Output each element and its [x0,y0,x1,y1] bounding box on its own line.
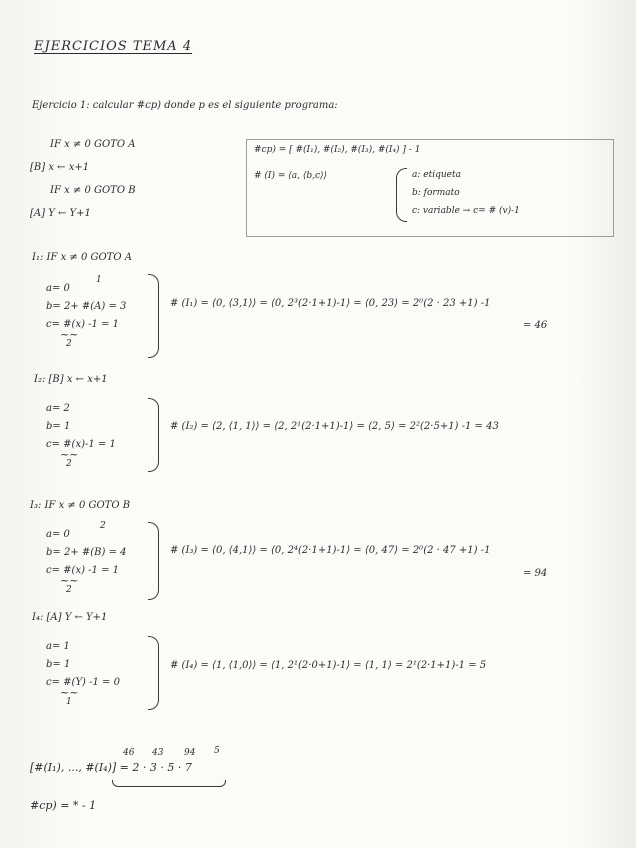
i4-c-under: 1 [66,697,72,707]
program-line-4: [A] Y ← Y+1 [30,208,91,219]
program-line-1: IF x ≠ 0 GOTO A [50,139,136,150]
box-label-b: b: formato [412,188,460,198]
i3-result: = 94 [523,568,548,579]
i3-c: c= #(x) -1 = 1 [46,565,119,576]
i2-c-under: 2 [66,459,72,469]
i1-b: b= 2+ #(A) = 3 [46,301,127,312]
i1-equation: # (I₁) = ⟨0, ⟨3,1⟩⟩ = ⟨0, 2³(2·1+1)-1⟩ = ⟨0, 23⟩ = 2⁰(2 · 23 +1) -1 [170,298,491,309]
i4-c-tilde: ~~ [60,686,79,699]
i4-a: a= 1 [46,641,70,652]
box-label-a: a: etiqueta [412,170,461,180]
i2-heading: I₂: [B] x ← x+1 [34,374,108,385]
i4-brace [148,636,159,710]
i3-c-tilde: ~~ [60,574,79,587]
i1-c-under: 2 [66,339,72,349]
final-exponent-1: 46 [123,748,135,758]
i3-brace [148,522,159,600]
i1-b-overmark: 1 [96,275,102,285]
i1-heading: I₁: IF x ≠ 0 GOTO A [32,252,132,263]
page-title: EJERCICIOS TEMA 4 [34,39,193,54]
exercise-statement: Ejercicio 1: calcular #cp) donde p es el siguiente programa: [32,100,338,111]
i2-brace [148,398,159,472]
i4-heading: I₄: [A] Y ← Y+1 [32,612,108,623]
i4-b: b= 1 [46,659,71,670]
i2-c: c= #(x)-1 = 1 [46,439,116,450]
i1-c: c= #(x) -1 = 1 [46,319,119,330]
final-exponent-4: 5 [214,746,220,756]
final-product: [#(I₁), ..., #(I₄)] = 2 · 3 · 5 · 7 [30,761,192,774]
i3-heading: I₃: IF x ≠ 0 GOTO B [30,500,131,511]
i2-a: a= 2 [46,403,70,414]
final-result: #cp) = * - 1 [30,799,97,812]
i3-b: b= 2+ #(B) = 4 [46,547,127,558]
box-label-c: c: variable → c= # (v)-1 [412,206,520,216]
i4-c: c= #(Y) -1 = 0 [46,677,120,688]
i4-equation: # (I₄) = ⟨1, ⟨1,0⟩⟩ = ⟨1, 2¹(2·0+1)-1⟩ = ⟨1, 1⟩ = 2¹(2·1+1)-1 = 5 [170,660,487,671]
i3-equation: # (I₃) = ⟨0, ⟨4,1⟩⟩ = ⟨0, 2⁴(2·1+1)-1⟩ = ⟨0, 47⟩ = 2⁰(2 · 47 +1) -1 [170,545,491,556]
i2-b: b= 1 [46,421,71,432]
i2-c-tilde: ~~ [60,448,79,461]
box-definition: # (I) = ⟨a, ⟨b,c⟩⟩ [254,171,328,181]
i1-brace [148,274,159,358]
i2-equation: # (I₂) = ⟨2, ⟨1, 1⟩⟩ = ⟨2, 2¹(2·1+1)-1⟩ = ⟨2, 5⟩ = 2²(2·5+1) -1 = 43 [170,421,499,432]
box-formula: #cp) = [ #(I₁), #(I₂), #(I₃), #(I₄) ] - 1 [254,145,421,155]
i3-b-overmark: 2 [100,521,106,531]
program-line-2: [B] x ← x+1 [30,162,90,173]
i1-a: a= 0 [46,283,70,294]
final-exponent-3: 94 [184,748,196,758]
box-brace [396,168,407,222]
i3-c-under: 2 [66,585,72,595]
final-underbrace [112,780,226,787]
i1-result: = 46 [523,320,548,331]
i3-a: a= 0 [46,529,70,540]
final-exponent-2: 43 [152,748,164,758]
i1-c-tilde: ~~ [60,328,79,341]
program-line-3: IF x ≠ 0 GOTO B [50,185,136,196]
